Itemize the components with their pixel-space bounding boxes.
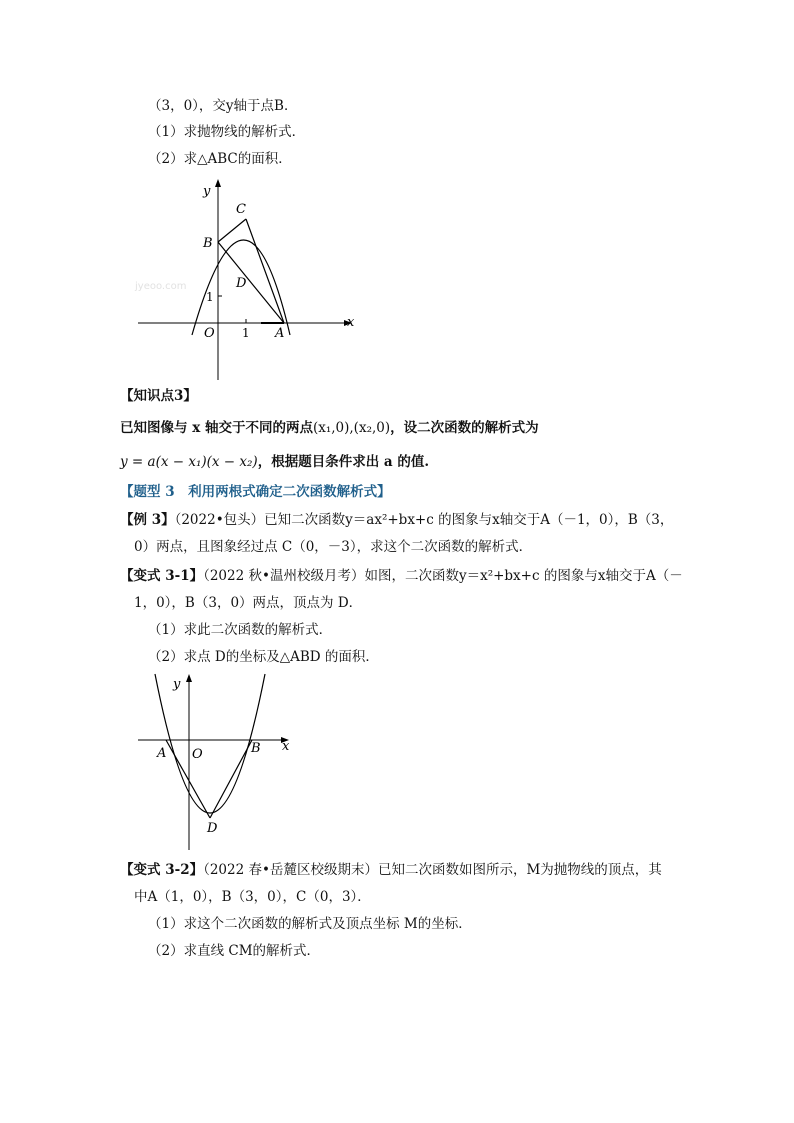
example-3-text-1: （2022•包头）已知二次函数y＝ax²+bx+c 的图象与x轴交于A（－1，0），B（3，	[174, 512, 674, 528]
problem-continuation-line: （3，0），交y轴于点B．	[148, 98, 298, 114]
example-3-line-1	[120, 510, 673, 530]
point-a-label: A	[157, 746, 167, 761]
watermark: jyeoo.com	[135, 281, 187, 292]
variant-3-1-line-1	[120, 566, 683, 586]
knowledge-text-2: ，根据题目条件求出 a 的值.	[257, 454, 430, 470]
knowledge-line-1	[120, 418, 539, 438]
x-axis-label: x	[282, 739, 290, 754]
variant-3-1-text-1: （2022 秋•温州校级月考）如图，二次函数y＝x²+bx+c 的图象与x轴交于A（－	[203, 568, 683, 584]
point-b-label: B	[251, 741, 261, 756]
variant-3-2-line-2: 中A（1，0），B（3，0），C（0，3）．	[134, 889, 371, 905]
roots-points-formula: (x₁,0),(x₂,0)	[312, 420, 391, 436]
two-root-formula: y = a(x − x₁)(x − x₂)	[120, 454, 258, 470]
origin-label: O	[204, 326, 215, 341]
question-1: （1）求抛物线的解析式．	[148, 124, 306, 140]
variant-3-2-question-2: （2）求直线 CM的解析式．	[148, 943, 321, 959]
variant-3-1-label: 【变式 3-1】	[120, 568, 204, 584]
figure-parabola-abc	[130, 175, 370, 385]
example-3-label: 【例 3】	[120, 512, 175, 528]
example-3-line-2: 0）两点，且图象经过点 C（0，－3），求这个二次函数的解析式．	[134, 539, 533, 555]
variant-3-2-question-1: （1）求这个二次函数的解析式及顶点坐标 M的坐标．	[148, 916, 472, 932]
point-d-label: D	[207, 821, 218, 836]
point-b-label: B	[203, 236, 213, 251]
y-axis-label: y	[203, 184, 211, 199]
point-c-label: C	[236, 202, 246, 217]
question-2: （2）求△ABC的面积．	[148, 151, 292, 167]
variant-3-1-question-2: （2）求点 D的坐标及△ABD 的面积．	[148, 649, 379, 665]
variant-3-2-text-1: （2022 春•岳麓区校级期末）已知二次函数如图所示，M为抛物线的顶点，其	[203, 862, 662, 878]
variant-3-1-question-1: （1）求此二次函数的解析式．	[148, 622, 333, 638]
type-3-heading: 【题型 3 利用两根式确定二次函数解析式】	[120, 484, 391, 500]
knowledge-text-1-end: ，设二次函数的解析式为	[390, 420, 539, 436]
x-tick-label: 1	[242, 326, 250, 340]
y-axis-label: y	[173, 677, 181, 692]
figure-parabola-abd	[135, 672, 305, 854]
x-axis-label: x	[347, 315, 355, 330]
knowledge-text-1: 已知图像与 x 轴交于不同的两点	[120, 420, 313, 436]
origin-label: O	[192, 747, 203, 762]
y-tick-label: 1	[206, 290, 214, 304]
point-d-label: D	[236, 276, 247, 291]
variant-3-1-line-2: 1，0），B（3，0）两点，顶点为 D．	[134, 595, 363, 611]
variant-3-2-line-1	[120, 860, 662, 880]
variant-3-2-label: 【变式 3-2】	[120, 862, 204, 878]
point-a-label: A	[275, 326, 285, 341]
knowledge-heading: 【知识点3】	[120, 388, 197, 404]
knowledge-line-2	[120, 452, 429, 472]
